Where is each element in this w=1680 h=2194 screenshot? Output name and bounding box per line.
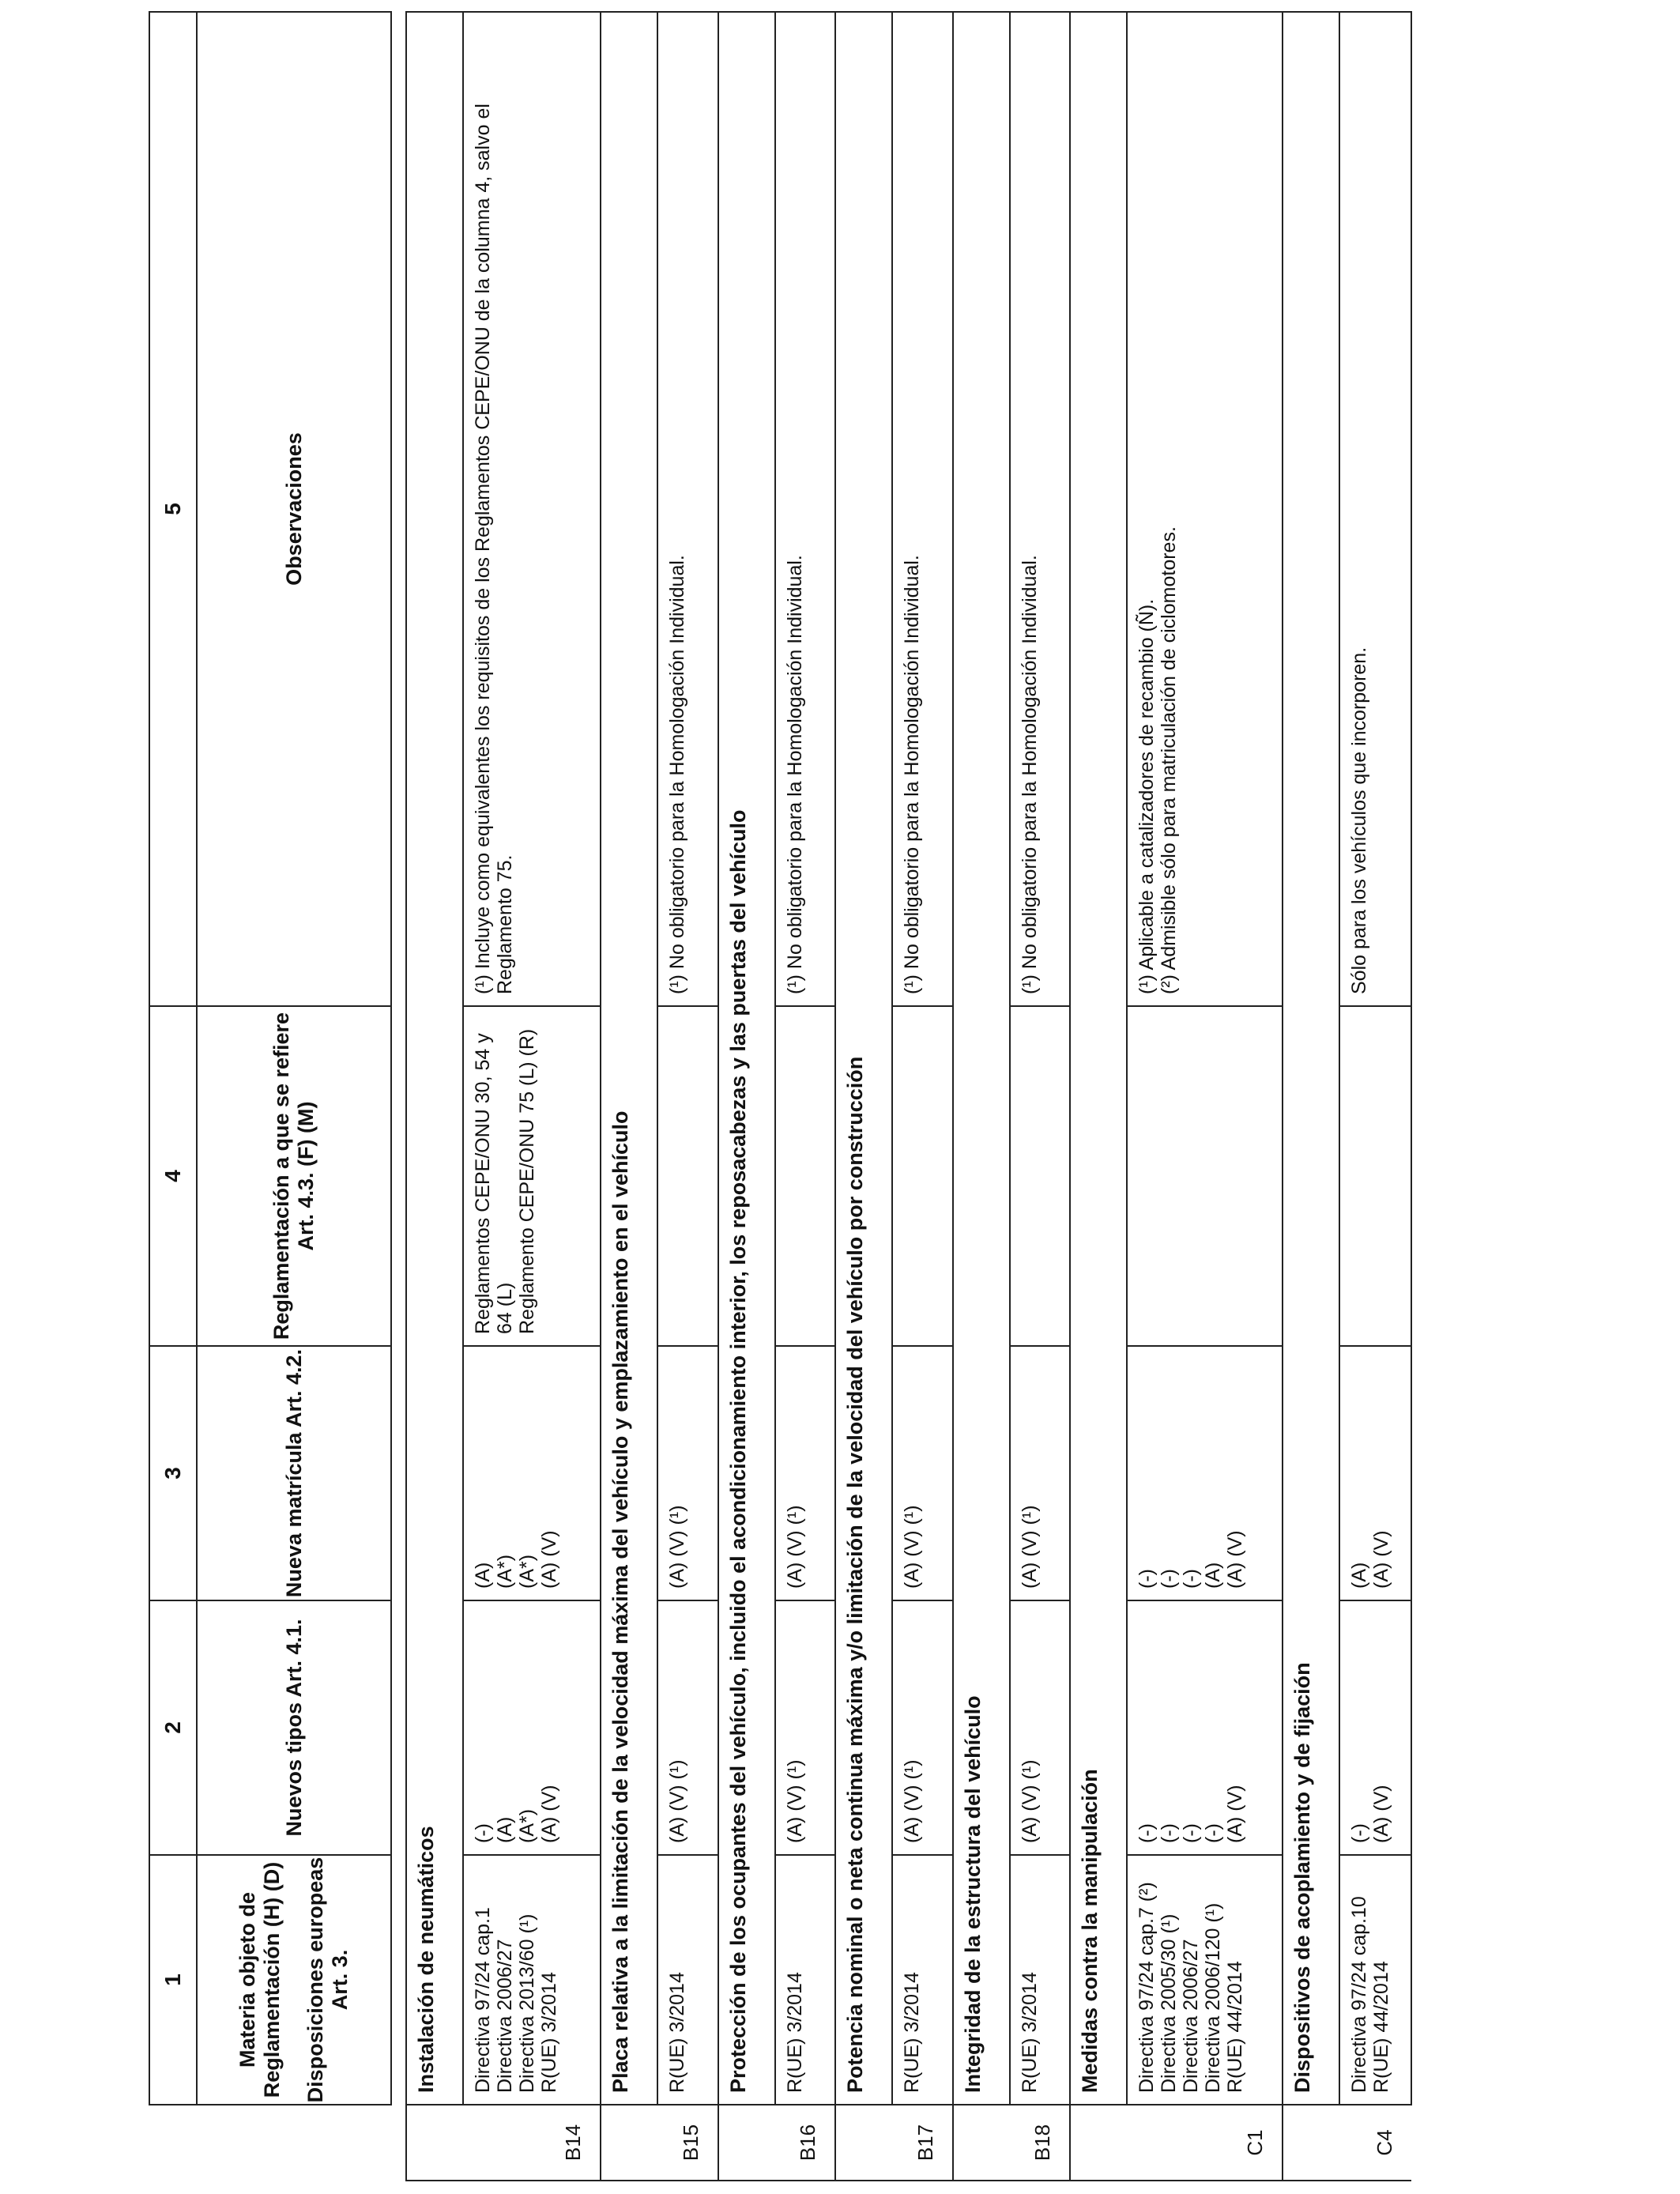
cell-col3	[657, 1346, 718, 1600]
cell-line: (A) (V)	[1224, 1530, 1247, 1589]
table-row	[1010, 12, 1071, 2181]
cell-line: (-)	[1158, 1823, 1181, 1843]
cell-line: R(UE) 3/2014	[901, 1972, 924, 2093]
cell-line: Directiva 97/24 cap.10	[1348, 1896, 1371, 2093]
header-col1-line2: Disposiciones europeas Art. 3.	[303, 1852, 352, 2103]
header-col1-line1: Materia objeto de Reglamentación (H) (D)	[235, 1861, 284, 2098]
cell-col3	[892, 1346, 953, 1600]
cell-line: (A) (V)	[537, 1785, 560, 1843]
cell-line: (A*)	[515, 1554, 538, 1589]
corner-blank-2	[197, 2105, 391, 2181]
cell-col2	[1127, 1600, 1283, 1855]
cell-line: (¹) No obligatorio para la Homologación Individual.	[901, 555, 924, 994]
table-row	[892, 12, 953, 2181]
cell-line: R(UE) 3/2014	[665, 1972, 688, 2093]
cell-col1	[775, 1855, 836, 2105]
section-title: Placa relativa a la limitación de la velocidad máxima del vehículo y emplazamiento en el vehículo	[601, 12, 657, 2105]
table-row	[657, 12, 718, 2181]
cell-line: R(UE) 3/2014	[1018, 1972, 1041, 2093]
cell-line: R(UE) 44/2014	[1224, 1961, 1247, 2093]
cell-col1	[1010, 1855, 1071, 2105]
cell-col4	[892, 1006, 953, 1346]
cell-line: (A) (V) (¹)	[901, 1759, 924, 1843]
header-col1	[197, 1852, 391, 2105]
section-title-row	[718, 12, 775, 2181]
cell-col4	[657, 1006, 718, 1346]
section-title: Instalación de neumáticos	[406, 12, 463, 2105]
cell-line: (¹) Aplicable a catalizadores de recambio (Ñ).	[1136, 598, 1158, 994]
cell-line: (A) (V) (¹)	[783, 1759, 806, 1843]
section-code: B18	[953, 2105, 1071, 2181]
cell-col1	[1339, 1855, 1411, 2105]
section-title-row	[835, 12, 892, 2181]
cell-line: (A) (V) (¹)	[1018, 1505, 1041, 1589]
cell-col2	[892, 1600, 953, 1855]
section-code: C4	[1283, 2105, 1411, 2181]
cell-line: (A) (V)	[1224, 1785, 1247, 1843]
cell-line: (A) (V)	[537, 1530, 560, 1589]
cell-line: (-)	[1202, 1823, 1225, 1843]
cell-col3	[463, 1346, 601, 1600]
cell-line: Sólo para los vehículos que incorporen.	[1348, 647, 1371, 994]
cell-line: Directiva 2006/27	[1180, 1939, 1203, 2093]
cell-line: (¹) No obligatorio para la Homologación Individual.	[783, 555, 806, 994]
table-row	[1339, 12, 1411, 2181]
header-col2: Nuevos tipos Art. 4.1.	[197, 1600, 391, 1855]
table-body	[406, 12, 1411, 2181]
cell-line: (-)	[1180, 1823, 1203, 1843]
section-title-row	[1283, 12, 1339, 2181]
cell-line: (A*)	[515, 1808, 538, 1843]
cell-col1	[1127, 1855, 1283, 2105]
column-number-2: 2	[149, 1600, 197, 1855]
cell-line: Reglamento CEPE/ONU 75 (L) (R)	[515, 1028, 538, 1334]
cell-line: (¹) No obligatorio para la Homologación Individual.	[1018, 555, 1041, 994]
cell-col3	[775, 1346, 836, 1600]
regulation-table	[149, 11, 1412, 2181]
section-code: C1	[1070, 2105, 1283, 2181]
section-title-row	[953, 12, 1010, 2181]
column-number-3: 3	[149, 1346, 197, 1600]
cell-col4	[1010, 1006, 1071, 1346]
section-title-row	[1070, 12, 1127, 2181]
section-title: Protección de los ocupantes del vehículo, incluido el acondicionamiento interior, los reposacabezas y las puertas del vehículo	[718, 12, 775, 2105]
column-number-1: 1	[149, 1855, 197, 2105]
cell-line: (-)	[1180, 1569, 1203, 1589]
cell-col4	[1127, 1006, 1283, 1346]
cell-line: Directiva 2013/60 (¹)	[515, 1913, 538, 2093]
cell-line: (A)	[493, 1816, 516, 1843]
cell-line: (¹) No obligatorio para la Homologación Individual.	[665, 555, 688, 994]
cell-line: Directiva 2005/30 (¹)	[1158, 1913, 1181, 2093]
cell-col2	[1010, 1600, 1071, 1855]
section-title-row	[601, 12, 657, 2181]
cell-line: (-)	[1158, 1569, 1181, 1589]
cell-line: (A) (V)	[1370, 1785, 1393, 1843]
cell-line: R(UE) 3/2014	[783, 1972, 806, 2093]
header-gap	[391, 12, 406, 2181]
table-row	[463, 12, 601, 2181]
section-title-row	[406, 12, 463, 2181]
cell-col2	[463, 1600, 601, 1855]
cell-col5	[463, 12, 601, 1006]
column-number-4: 4	[149, 1006, 197, 1346]
header-row	[197, 12, 391, 2181]
column-number-row	[149, 12, 197, 2181]
cell-col5	[775, 12, 836, 1006]
cell-line: Directiva 97/24 cap.1	[471, 1907, 494, 2093]
section-title: Integridad de la estructura del vehículo	[953, 12, 1010, 2105]
cell-line: (A) (V) (¹)	[783, 1505, 806, 1589]
section-title: Dispositivos de acoplamiento y de fijación	[1283, 12, 1339, 2105]
table-row	[775, 12, 836, 2181]
cell-col5	[892, 12, 953, 1006]
rotated-page	[149, 13, 1412, 2181]
cell-line: (-)	[471, 1823, 494, 1843]
cell-line: (A) (V) (¹)	[1018, 1759, 1041, 1843]
section-title: Medidas contra la manipulación	[1070, 12, 1127, 2105]
cell-line: (-)	[1136, 1569, 1158, 1589]
cell-col5	[1010, 12, 1071, 1006]
cell-col1	[657, 1855, 718, 2105]
cell-line: R(UE) 44/2014	[1370, 1961, 1393, 2093]
header-col3: Nueva matrícula Art. 4.2.	[197, 1346, 391, 1600]
cell-col5	[1127, 12, 1283, 1006]
cell-line: (A) (V) (¹)	[901, 1505, 924, 1589]
cell-line: (-)	[1136, 1823, 1158, 1843]
cell-col2	[657, 1600, 718, 1855]
section-code: B15	[601, 2105, 718, 2181]
cell-line: Directiva 2006/120 (¹)	[1202, 1902, 1225, 2093]
cell-col3	[1127, 1346, 1283, 1600]
cell-col2	[1339, 1600, 1411, 1855]
corner-blank	[149, 2105, 197, 2181]
cell-col3	[1339, 1346, 1411, 1600]
cell-line: (¹) Incluye como equivalentes los requisitos de los Reglamentos CEPE/ONU de la columna 4, salvo el Reglamento 75.	[471, 98, 516, 994]
section-code: B17	[835, 2105, 953, 2181]
header-col4: Reglamentación a que se refiere Art. 4.3. (F) (M)	[197, 1006, 391, 1346]
cell-col5	[1339, 12, 1411, 1006]
cell-col4	[775, 1006, 836, 1346]
cell-line: Directiva 97/24 cap.7 (²)	[1136, 1882, 1158, 2093]
cell-line: R(UE) 3/2014	[537, 1972, 560, 2093]
cell-col4	[463, 1006, 601, 1346]
cell-col4	[1339, 1006, 1411, 1346]
cell-line: Reglamentos CEPE/ONU 30, 54 y 64 (L)	[471, 1027, 516, 1334]
cell-line: (²) Admisible sólo para matriculación de ciclomotores.	[1158, 526, 1181, 994]
cell-col3	[1010, 1346, 1071, 1600]
header-col5: Observaciones	[197, 12, 391, 1006]
table-row	[1127, 12, 1283, 2181]
cell-col1	[463, 1855, 601, 2105]
cell-line: (A*)	[493, 1554, 516, 1589]
section-code: B16	[718, 2105, 836, 2181]
cell-line: (A)	[471, 1562, 494, 1589]
cell-col5	[657, 12, 718, 1006]
cell-line: (A) (V)	[1370, 1530, 1393, 1589]
cell-line: (A) (V) (¹)	[665, 1505, 688, 1589]
column-number-5: 5	[149, 12, 197, 1006]
cell-line: (-)	[1348, 1823, 1371, 1843]
cell-line: (A)	[1202, 1562, 1225, 1589]
cell-line: Directiva 2006/27	[493, 1939, 516, 2093]
cell-line: (A) (V) (¹)	[665, 1759, 688, 1843]
cell-col1	[892, 1855, 953, 2105]
section-code: B14	[406, 2105, 601, 2181]
cell-line: (A)	[1348, 1562, 1371, 1589]
cell-col2	[775, 1600, 836, 1855]
section-title: Potencia nominal o neta continua máxima y/o limitación de la velocidad del vehículo por construcción	[835, 12, 892, 2105]
